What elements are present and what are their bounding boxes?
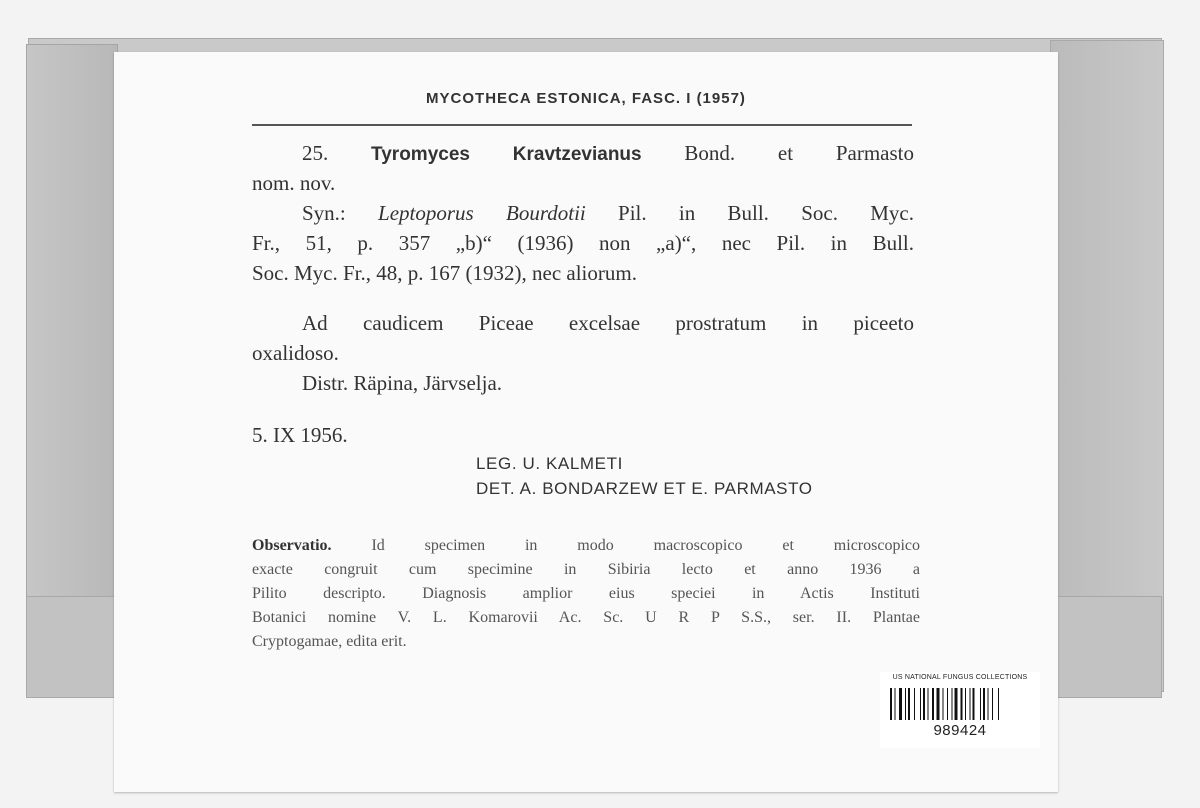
- observatio-line-2: exacte congruit cum specimine in Sibiria lecto et anno 1936 a: [252, 561, 920, 578]
- collector: LEG. U. KALMETI: [476, 454, 623, 473]
- synonym-prefix: Syn.:: [302, 201, 346, 225]
- barcode-bar: [992, 688, 993, 720]
- observatio-line-1: [252, 534, 920, 558]
- species-authors: Bond. et Parmasto: [684, 141, 915, 165]
- habitat-line-2: oxalidoso.: [252, 341, 339, 365]
- barcode-number: 989424: [933, 722, 987, 739]
- header-rule: [252, 124, 912, 126]
- synonym-name: Leptoporus Bourdotii: [378, 201, 586, 225]
- barcode-bar: [928, 688, 929, 720]
- observatio-line-4: Botanici nomine V. L. Komarovii Ac. Sc. U R P S.S., ser. II. Plantae: [252, 609, 920, 626]
- barcode-bar: [914, 688, 915, 720]
- barcode-bar: [961, 688, 963, 720]
- barcode-bar: [988, 688, 989, 720]
- locality: Distr. Räpina, Järvselja.: [302, 371, 503, 395]
- habitat-line-1: Ad caudicem Piceae excelsae prostratum in piceeto: [302, 311, 914, 335]
- barcode-bar: [973, 688, 975, 720]
- barcode-header: US NATIONAL FUNGUS COLLECTIONS: [892, 674, 1028, 681]
- barcode-bar: [965, 688, 966, 720]
- observatio-title: Observatio.: [252, 537, 332, 554]
- entry-number: 25.: [302, 141, 329, 165]
- synonym-citation: Pil. in Bull. Soc. Myc.: [618, 201, 914, 225]
- barcode-bar: [890, 688, 892, 720]
- synonym-line-2: Fr., 51, p. 357 „b)“ (1936) non „a)“, nec Pil. in Bull.: [252, 231, 914, 255]
- barcode-bar: [937, 688, 940, 720]
- synonym-line-1: [302, 198, 914, 228]
- barcode-bar: [920, 688, 921, 720]
- observatio-line-5: Cryptogamae, edita erit.: [252, 633, 407, 650]
- determiner: DET. A. BONDARZEW ET E. PARMASTO: [476, 479, 813, 498]
- herbarium-label: [114, 52, 1058, 792]
- observatio-line-3: Pilito descripto. Diagnosis amplior eius speciei in Actis Instituti: [252, 585, 920, 602]
- barcode-label: [880, 672, 1040, 748]
- barcode-bar: [970, 688, 971, 720]
- species-line: [302, 138, 914, 170]
- barcode-bar: [983, 688, 985, 720]
- barcode-bar: [998, 688, 999, 720]
- barcode-bar: [932, 688, 934, 720]
- barcode-bar: [895, 688, 896, 720]
- barcode-bar: [980, 688, 981, 720]
- nom-nov: nom. nov.: [252, 171, 336, 195]
- species-name: Tyromyces Kravtzevianus: [371, 144, 642, 165]
- barcode-bar: [943, 688, 944, 720]
- barcode-bar: [955, 688, 958, 720]
- observatio-text-1: Id specimen in modo macroscopico et microscopico: [371, 537, 921, 554]
- collection-date: 5. IX 1956.: [252, 423, 348, 447]
- packet-right-fold: [1050, 40, 1164, 692]
- barcode-bar: [923, 688, 925, 720]
- barcode-bar: [952, 688, 953, 720]
- barcode-bar: [947, 688, 948, 720]
- barcode-bar: [905, 688, 906, 720]
- synonym-line-3: Soc. Myc. Fr., 48, p. 167 (1932), nec aliorum.: [252, 261, 637, 285]
- barcode-bar: [899, 688, 902, 720]
- barcode: [890, 688, 1030, 720]
- label-header: MYCOTHECA ESTONICA, FASC. I (1957): [426, 90, 746, 107]
- observatio-block: [252, 534, 920, 654]
- barcode-bar: [908, 688, 910, 720]
